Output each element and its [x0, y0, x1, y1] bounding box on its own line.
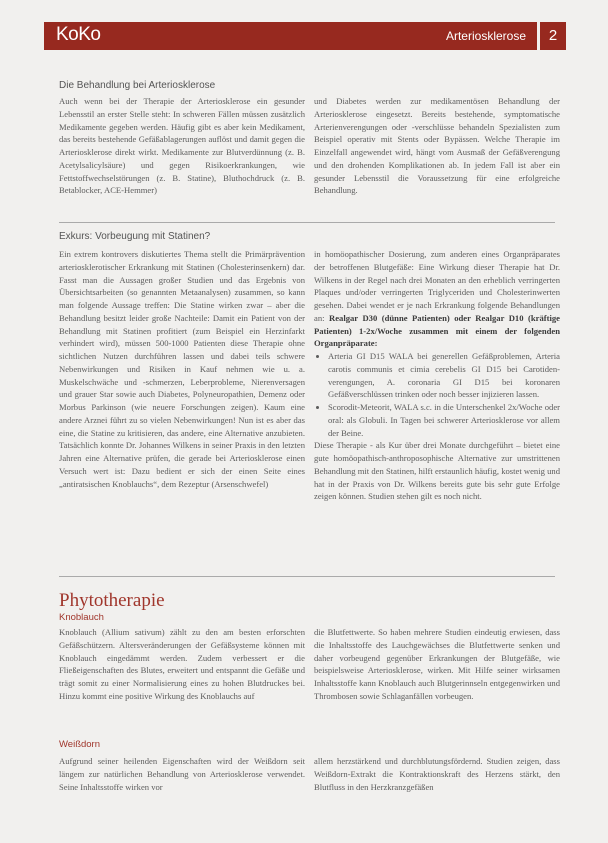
paragraph: und Diabetes werden zur medikamentösen Behandlung der Arteriosklerose eingesetzt. Bereits bestehende, symptomatische Arterienverengungen oder -verschlüsse behandeln Spezialisten zum Beispiel operativ mit Stents oder Bypässen. Welche Therapie im Einzelfall angewendet wird, hängt vom Ausmaß der Gefäßverengung und den drohenden Komplikationen ab. In jedem Fall ist aber ein gesunder Lebensstil die Voraussetzung für eine erfolgreiche Behandlung.	[314, 96, 560, 196]
garlic-heading: Knoblauch	[59, 612, 104, 623]
intro-text: in homöopathischer Dosierung, zum anderen eines Organpräparates der betroffenen Blutgefäße: Eine Wirkung dieser Therapie hat Dr. Wilkens in der Regel nach drei Monaten an den erheblich verringerten Plaques und/oder verringerten Triglyceriden und Cholesterinwerten gesehen. Dabei wendet er je nach Erkrankung folgende Behandlungen an:	[314, 249, 560, 323]
paragraph: Knoblauch (Allium sativum) zählt zu den am besten erforschten Gefäßschützern. Altersveränderungen der Gefäßsysteme können mit Knoblauch eingedämmt werden. Zudem verbessert er die Fließeigenschaften des Blutes, erweitert und entspannt die Gefäße und trägt somit zu einer Normalisierung eines zu hohen Blutdruckes bei. Hinzu kommt eine positive Wirkung des Knoblauchs auf	[59, 627, 305, 701]
header-topic: Arteriosklerose	[445, 29, 526, 43]
hawthorn-heading: Weißdorn	[59, 739, 101, 750]
phytotherapy-heading: Phytotherapie	[59, 590, 165, 611]
page-header	[44, 22, 566, 50]
dosage-text: Realgar D30 (dünne Patienten) oder Realgar D10 (kräftige Patienten) 1-2x/Woche zusammen mit einem der folgenden Organpräparate:	[314, 312, 560, 349]
paragraph: Diese Therapie - als Kur über drei Monate durchgeführt – bietet eine gute homöopathisch-anthroposophische Alternative zur umstrittenen Behandlung mit den Statinen, hilft erstaunlich häufig, kostet wenig und hat in der Praxis von Dr. Wilkens bereits gute bis sehr gute Erfolge zeigen können. Studien stehen gilt es noch nicht.	[314, 440, 560, 502]
logo: KoKo	[56, 24, 101, 45]
remedy-list	[314, 350, 560, 439]
excursus-right-column	[314, 248, 560, 503]
treatment-heading: Die Behandlung bei Arteriosklerose	[59, 80, 216, 91]
divider	[59, 576, 555, 577]
paragraph: Aufgrund seiner heilenden Eigenschaften wird der Weißdorn seit längem zur natürlichen Behandlung von Arteriosklerose verwendet. Seine Inhaltsstoffe wirken vor	[59, 756, 305, 792]
paragraph: die Blutfettwerte. So haben mehrere Studien eindeutig erwiesen, dass die Inhaltsstoffe des Lauchgewächses die Blutfettwerte senken und daher vorbeugend gegenüber Erkrankungen der Blutgefäße, wie beispielsweise Arteriosklerose, wirken. Mit Hilfe seiner wirksamen Inhaltsstoffe kann Knoblauch auch Blutgerinnseln entgegenwirken und Thrombosen sowie Schlaganfällen vorbeugen.	[314, 627, 560, 701]
treatment-right-column	[314, 95, 560, 197]
list-item: • Scorodit-Meteorit, WALA s.c. in die Unterschenkel 2x/Woche oder oral: als Globuli. In Tagen bei schwerer Arteriosklerose vor allem der Beine.	[328, 401, 560, 439]
excursus-heading: Exkurs: Vorbeugung mit Statinen?	[59, 231, 211, 242]
paragraph: Auch wenn bei der Therapie der Arteriosklerose ein gesunder Lebensstil an erster Stelle steht: In schweren Fällen müssen zusätzlich Medikamente gegeben werden. Häufig gibt es aber kein Medikament, das bereits bestehende Gefäßablagerungen auflöst und damit gegen die Arteriosklerose direkt wirkt. Medikamente zur Blutverdünnung (z. B. Acetylsalicylsäure) und gegen Risikoerkrankungen, wie Fettstoffwechselstörungen (z. B. Statine), Bluthochdruck (z. B. Betablocker, ACE-Hemmer)	[59, 96, 305, 196]
hawthorn-left-column	[59, 755, 305, 793]
garlic-right-column	[314, 626, 560, 703]
hawthorn-right-column	[314, 755, 560, 793]
page-number: 2	[537, 22, 566, 50]
paragraph: allem herzstärkend und durchblutungsfördernd. Studien zeigen, dass Weißdorn-Extrakt die Kontraktionskraft des Herzens stärkt, den Blutfluss in den Herzkranzgefäßen	[314, 756, 560, 792]
paragraph: Ein extrem kontrovers diskutiertes Thema stellt die Primärprävention arteriosklerotischer Erkrankung mit Statinen (Cholesterinsenkern) dar. Fasst man die Aussagen großer Studien und das Ergebnis von Übersichtsarbeiten (so genannten Metaanalysen) zusammen, so kann man folgende Aussage treffen: Die Statine wirken zwar – aber die Behandlung besitzt leider große Nachteile: Damit ein Patient von der Behandlung mit Statinen profitiert (zum Beispiel ein Herzinfarkt verhindert wird), müssen 500-1000 Patienten diese Therapie ohne sichtlichen Nutzen durchführen lassen und dabei teils schwere Nebenwirkungen und Risiken in Kauf nehmen wie u. a. Muskelschwäche und -schmerzen, Leberprobleme, Nierenversagen und grauer Star sowie auch Diabetes, Polyneuropathien, Demenz oder Morbus Parkinson (wie neuere Forschungen zeigen). Kaum eine andere Arznei führt zu so vielen Nebenwirkungen! Nun ist es aber das eine, die Statine zu kritisieren, das andere, eine Alternative anzubieten. Tatsächlich konnte Dr. Johannes Wilkens in seiner Praxis in den letzten Jahren eine Alternative prüfen, die gerade bei Arteriosklerose einen Versuch wert ist: Dazu bedient er sich der einen Seite eines „antiratsischen Knoblauchs“, dem Rezeptur (Arsenschwefel)	[59, 249, 305, 489]
paragraph	[314, 248, 560, 350]
treatment-left-column	[59, 95, 305, 197]
excursus-left-column	[59, 248, 305, 490]
list-item: • Arteria GI D15 WALA bei generellen Gefäßproblemen, Arteria carotis communis et cimia cerebelis GI D15 bei Carotiden-verengungen, A. coronaria GI D15 bei koronaren Gefäßverschlüssen trinken oder noch besser injizieren lassen.	[328, 350, 560, 401]
divider	[59, 222, 555, 223]
garlic-left-column	[59, 626, 305, 703]
